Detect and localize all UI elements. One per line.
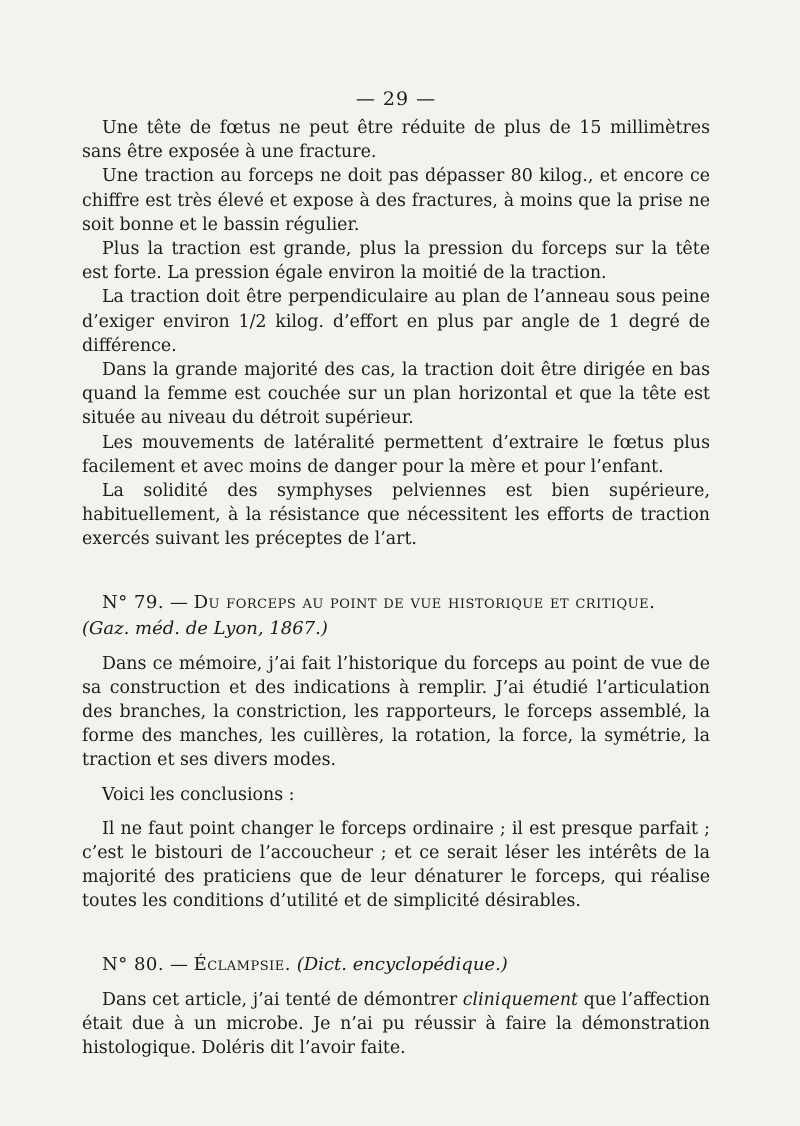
paragraph: Dans ce mémoire, j’ai fait l’historique du forceps au point de vue de sa construction et des indications à remplir. J’ai étudié l’articulation des branches, la constriction, les rapporteurs, le forceps assemblé, la forme des manches, les cuillères, la rotation, la force, la symétrie, la traction et ses divers modes.	[82, 653, 710, 771]
text-run: que l’affection était due à un microbe. Je n’ai pu réussir à faire la démonstration histologique. Doléris dit l’avoir faite.	[82, 989, 710, 1059]
section-source: (Gaz. méd. de Lyon, 1867.)	[82, 617, 328, 639]
paragraph: Une traction au forceps ne doit pas dépasser 80 kilog., et encore ce chiffre est très élevé et expose à des fractures, à moins que la prise ne soit bonne et le bassin régulier.	[82, 166, 710, 235]
paragraph: Plus la traction est grande, plus la pression du forceps sur la tête est forte. La pression égale environ la moitié de la traction.	[82, 239, 710, 284]
section-number: N° 80.	[102, 953, 165, 975]
paragraph	[82, 988, 710, 1061]
paragraph: La traction doit être perpendiculaire au plan de l’anneau sous peine d’exiger environ 1/2 kilog. d’effort en plus par angle de 1 degré de différence.	[82, 287, 710, 356]
paragraph: Il ne faut point changer le forceps ordinaire ; il est presque parfait ; c’est le bistouri de l’accoucheur ; et ce serait léser les intérêts de la majorité des praticiens que de leur dénaturer le forceps, qui réalise toutes les conditions d’utilité et de simplicité désirables.	[82, 818, 710, 912]
conclusions-block	[82, 116, 710, 552]
text-run: Dans cet article, j’ai tenté de démontrer	[102, 989, 463, 1010]
italic-term: cliniquement	[462, 989, 579, 1010]
heading-dash: —	[164, 591, 194, 613]
heading-dash: —	[164, 953, 194, 975]
paragraph: Les mouvements de latéralité permettent d’extraire le fœtus plus facilement et avec moins de danger pour la mère et pour l’enfant.	[82, 432, 710, 477]
section-title: Du forceps au point de vue historique et critique.	[193, 591, 656, 613]
section-80-heading	[82, 952, 710, 978]
paragraph: Voici les conclusions :	[102, 784, 295, 805]
page-number: — 29 —	[355, 88, 437, 110]
section-title: Éclampsie.	[193, 953, 291, 975]
section-79-heading	[82, 590, 710, 642]
paragraph: La solidité des symphyses pelviennes est bien supérieure, habituellement, à la résistance que nécessitent les efforts de traction exercés suivant les préceptes de l’art.	[82, 481, 710, 550]
paragraph: Dans la grande majorité des cas, la traction doit être dirigée en bas quand la femme est couchée sur un plan horizontal et que la tête est située au niveau du détroit supérieur.	[82, 360, 710, 429]
section-source: (Dict. encyclopédique.)	[296, 953, 508, 975]
paragraph: Une tête de fœtus ne peut être réduite de plus de 15 millimètres sans être exposée à une fracture.	[82, 118, 710, 163]
section-number: N° 79.	[102, 591, 165, 613]
